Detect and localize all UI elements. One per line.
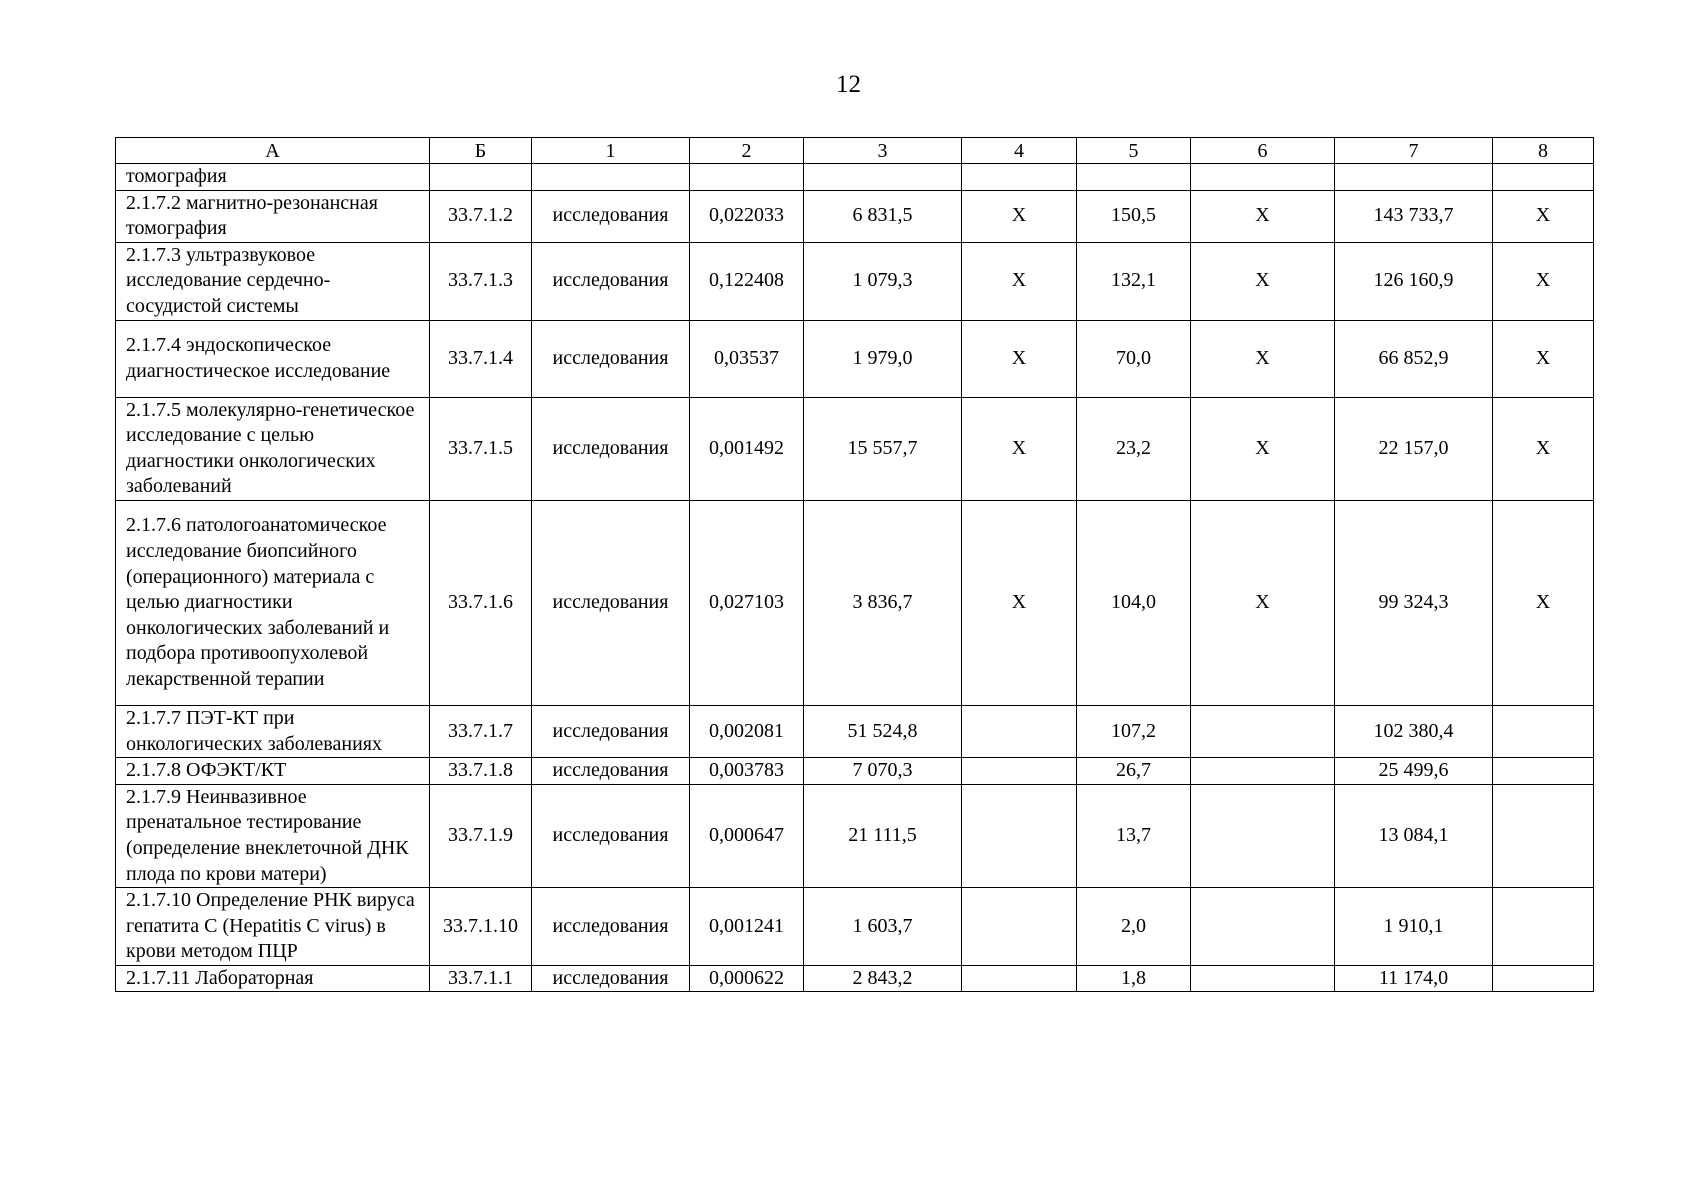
table-cell: Х [1493, 190, 1594, 242]
table-cell: 126 160,9 [1335, 242, 1493, 320]
table-cell: 0,000622 [690, 965, 804, 992]
table-cell: исследования [532, 190, 690, 242]
table-cell: 1 910,1 [1335, 888, 1493, 966]
row-name-cell: 2.1.7.4 эндоскопическое диагностическое исследование [116, 320, 430, 397]
table-cell: 143 733,7 [1335, 190, 1493, 242]
table-cell: исследования [532, 965, 690, 992]
row-code-cell: 33.7.1.10 [430, 888, 532, 966]
table-cell [1493, 888, 1594, 966]
table-cell: исследования [532, 784, 690, 887]
table-cell [962, 965, 1077, 992]
table-cell: Х [1191, 397, 1335, 500]
table-cell [962, 888, 1077, 966]
table-cell: 13 084,1 [1335, 784, 1493, 887]
data-table [115, 137, 1594, 992]
table-row [116, 164, 1594, 191]
table-cell: 15 557,7 [804, 397, 962, 500]
table-cell: Х [1191, 242, 1335, 320]
table-cell: 0,001241 [690, 888, 804, 966]
row-name-cell: 2.1.7.9 Неинвазивное пренатальное тестирование (определение внеклеточной ДНК плода по крови матери) [116, 784, 430, 887]
table-cell [1493, 705, 1594, 757]
table-cell: 0,003783 [690, 758, 804, 785]
table-row [116, 705, 1594, 757]
table-cell [962, 784, 1077, 887]
row-name-cell: 2.1.7.6 патологоанатомическое исследование биопсийного (операционного) материала с целью диагностики онкологических заболеваний и подбора противоопухолевой лекарственной терапии [116, 500, 430, 705]
table-cell [690, 164, 804, 191]
table-cell: 51 524,8 [804, 705, 962, 757]
row-code-cell: 33.7.1.2 [430, 190, 532, 242]
table-cell: Х [962, 242, 1077, 320]
table-cell: исследования [532, 705, 690, 757]
table-row [116, 784, 1594, 887]
table-cell: исследования [532, 242, 690, 320]
row-name-cell: 2.1.7.11 Лабораторная [116, 965, 430, 992]
row-code-cell: 33.7.1.9 [430, 784, 532, 887]
table-cell: 3 836,7 [804, 500, 962, 705]
table-cell: 1 979,0 [804, 320, 962, 397]
table-cell: 0,001492 [690, 397, 804, 500]
table-row [116, 965, 1594, 992]
table-cell: исследования [532, 320, 690, 397]
table-cell: 104,0 [1077, 500, 1191, 705]
table-cell: 150,5 [1077, 190, 1191, 242]
column-header: А [116, 138, 430, 164]
table-cell: 11 174,0 [1335, 965, 1493, 992]
table-cell: 6 831,5 [804, 190, 962, 242]
table-cell: 1,8 [1077, 965, 1191, 992]
table-cell [1191, 965, 1335, 992]
table-cell: 0,002081 [690, 705, 804, 757]
table-cell: 99 324,3 [1335, 500, 1493, 705]
table-cell: Х [1191, 500, 1335, 705]
row-name-cell: 2.1.7.5 молекулярно-генетическое исследование с целью диагностики онкологических заболеваний [116, 397, 430, 500]
table-cell [962, 705, 1077, 757]
table-cell [1493, 758, 1594, 785]
row-code-cell: 33.7.1.3 [430, 242, 532, 320]
table-cell: Х [962, 190, 1077, 242]
column-header: 3 [804, 138, 962, 164]
row-code-cell [430, 164, 532, 191]
table-cell [1191, 784, 1335, 887]
table-body [116, 164, 1594, 992]
table-cell: Х [1493, 500, 1594, 705]
table-cell: Х [962, 500, 1077, 705]
table-cell: 21 111,5 [804, 784, 962, 887]
table-cell [1191, 888, 1335, 966]
column-header: 5 [1077, 138, 1191, 164]
page-number: 12 [836, 71, 861, 98]
table-row [116, 320, 1594, 397]
table-row [116, 500, 1594, 705]
table-cell: исследования [532, 888, 690, 966]
row-code-cell: 33.7.1.8 [430, 758, 532, 785]
row-code-cell: 33.7.1.4 [430, 320, 532, 397]
table-cell: 0,000647 [690, 784, 804, 887]
table-cell [1493, 965, 1594, 992]
table-cell [962, 758, 1077, 785]
table-cell [1493, 784, 1594, 887]
row-name-cell: 2.1.7.8 ОФЭКТ/КТ [116, 758, 430, 785]
row-code-cell: 33.7.1.7 [430, 705, 532, 757]
table-cell: Х [1493, 397, 1594, 500]
column-header: Б [430, 138, 532, 164]
row-name-cell: 2.1.7.3 ультразвуковое исследование сердечно-сосудистой системы [116, 242, 430, 320]
column-header: 2 [690, 138, 804, 164]
table-cell: 2 843,2 [804, 965, 962, 992]
column-header: 4 [962, 138, 1077, 164]
table-cell: 107,2 [1077, 705, 1191, 757]
table-cell: исследования [532, 397, 690, 500]
table-cell: Х [962, 397, 1077, 500]
table-cell: 23,2 [1077, 397, 1191, 500]
table-cell: Х [1191, 190, 1335, 242]
table-cell [1493, 164, 1594, 191]
table-cell: 26,7 [1077, 758, 1191, 785]
table-cell: 0,027103 [690, 500, 804, 705]
row-name-cell: 2.1.7.2 магнитно-резонансная томография [116, 190, 430, 242]
table-cell [1077, 164, 1191, 191]
table-cell: исследования [532, 758, 690, 785]
column-header: 1 [532, 138, 690, 164]
row-name-cell: 2.1.7.7 ПЭТ-КТ при онкологических заболеваниях [116, 705, 430, 757]
table-cell [532, 164, 690, 191]
table-cell: 25 499,6 [1335, 758, 1493, 785]
column-header: 6 [1191, 138, 1335, 164]
table-cell [1191, 758, 1335, 785]
row-code-cell: 33.7.1.5 [430, 397, 532, 500]
table-cell: 102 380,4 [1335, 705, 1493, 757]
table-row [116, 758, 1594, 785]
column-header: 7 [1335, 138, 1493, 164]
table-cell [804, 164, 962, 191]
table-row [116, 397, 1594, 500]
table-cell: 0,122408 [690, 242, 804, 320]
table-cell: 66 852,9 [1335, 320, 1493, 397]
row-name-cell: 2.1.7.10 Определение РНК вируса гепатита С (Hepatitis C virus) в крови методом ПЦР [116, 888, 430, 966]
table-cell [962, 164, 1077, 191]
table-cell: 70,0 [1077, 320, 1191, 397]
table-header-row [116, 138, 1594, 164]
table-cell [1191, 164, 1335, 191]
table-cell [1191, 705, 1335, 757]
row-code-cell: 33.7.1.6 [430, 500, 532, 705]
table-cell: Х [1493, 320, 1594, 397]
table-cell: 0,03537 [690, 320, 804, 397]
table-row [116, 242, 1594, 320]
table-cell: 0,022033 [690, 190, 804, 242]
table-cell: 132,1 [1077, 242, 1191, 320]
table-cell: 22 157,0 [1335, 397, 1493, 500]
column-header: 8 [1493, 138, 1594, 164]
table-cell: Х [1191, 320, 1335, 397]
table-cell: 1 079,3 [804, 242, 962, 320]
table-cell [1335, 164, 1493, 191]
table-cell: исследования [532, 500, 690, 705]
table-cell: 13,7 [1077, 784, 1191, 887]
table-cell: Х [1493, 242, 1594, 320]
row-name-cell: томография [116, 164, 430, 191]
table-cell: Х [962, 320, 1077, 397]
table-cell: 7 070,3 [804, 758, 962, 785]
row-code-cell: 33.7.1.1 [430, 965, 532, 992]
table-row [116, 888, 1594, 966]
table-cell: 2,0 [1077, 888, 1191, 966]
table-cell: 1 603,7 [804, 888, 962, 966]
table-row [116, 190, 1594, 242]
